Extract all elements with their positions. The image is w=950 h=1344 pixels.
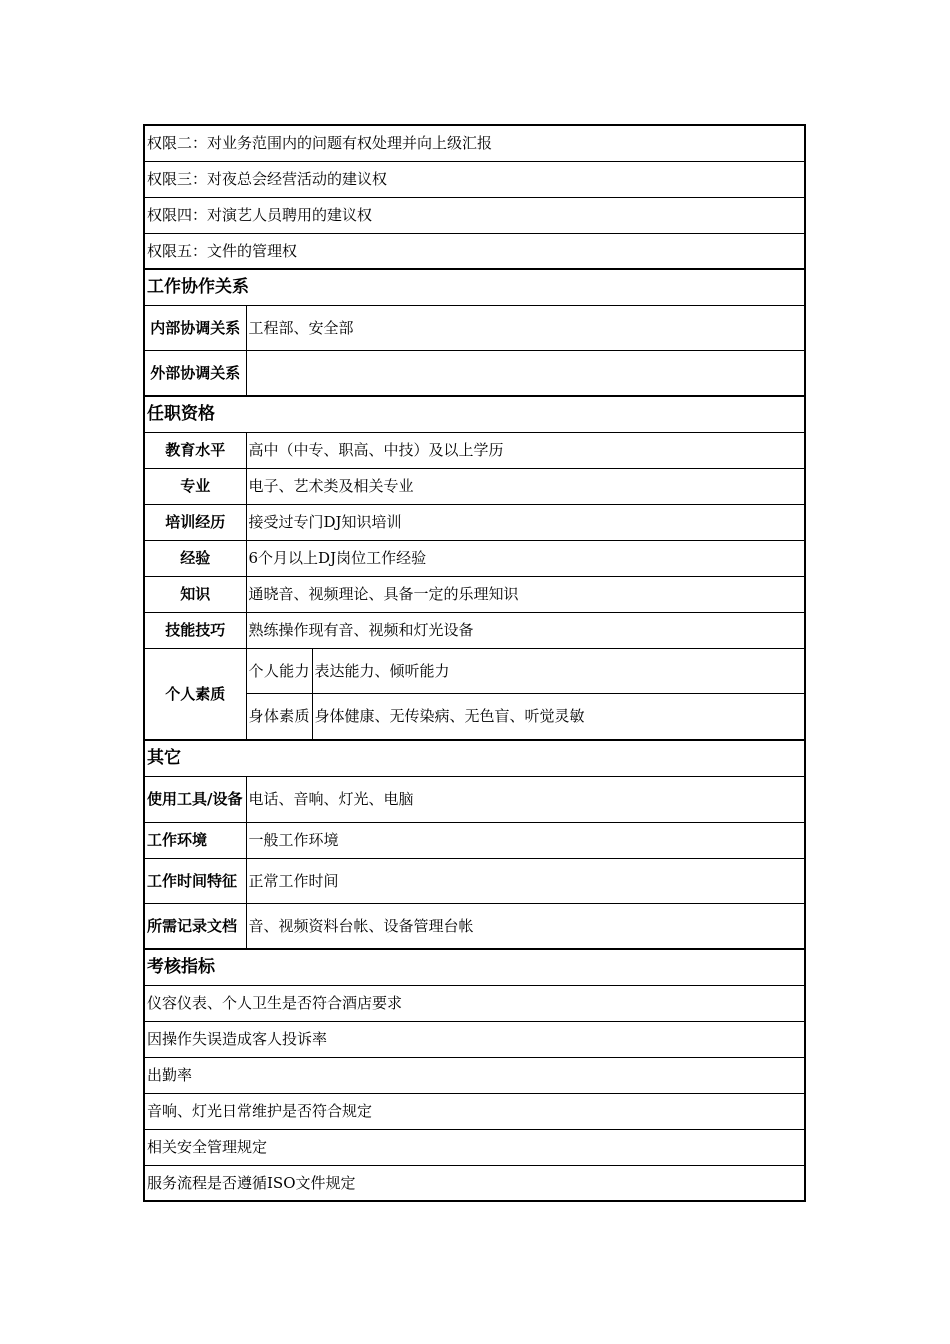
permission-row	[144, 233, 805, 269]
other-label: 工作时间特征	[144, 858, 246, 903]
qual-label: 经验	[144, 540, 246, 576]
other-label: 使用工具/设备	[144, 776, 246, 822]
qual-label: 专业	[144, 468, 246, 504]
coop-internal-row	[144, 305, 805, 350]
qual-value: 接受过专门DJ知识培训	[246, 504, 805, 540]
personal-sub-label: 身体素质	[246, 693, 312, 740]
qual-row	[144, 540, 805, 576]
permission-5: 权限五：文件的管理权	[144, 233, 805, 269]
permission-row	[144, 161, 805, 197]
section-header-row	[144, 269, 805, 305]
qual-value: 通晓音、视频理论、具备一定的乐理知识	[246, 576, 805, 612]
other-value: 音、视频资料台帐、设备管理台帐	[246, 903, 805, 949]
kpi-row	[144, 1093, 805, 1129]
personal-quality-label: 个人素质	[144, 648, 246, 740]
section-header-row	[144, 949, 805, 985]
other-row	[144, 776, 805, 822]
qual-label: 教育水平	[144, 432, 246, 468]
permission-row	[144, 125, 805, 161]
permission-3: 权限三：对夜总会经营活动的建议权	[144, 161, 805, 197]
qual-value: 6个月以上DJ岗位工作经验	[246, 540, 805, 576]
qual-row	[144, 612, 805, 648]
external-coop-value	[246, 350, 805, 396]
kpi-item: 音响、灯光日常维护是否符合规定	[144, 1093, 805, 1129]
kpi-item: 因操作失误造成客人投诉率	[144, 1021, 805, 1057]
qual-label: 知识	[144, 576, 246, 612]
permission-2: 权限二：对业务范围内的问题有权处理并向上级汇报	[144, 125, 805, 161]
other-row	[144, 903, 805, 949]
other-label: 工作环境	[144, 822, 246, 858]
personal-sub-label: 个人能力	[246, 648, 312, 693]
kpi-item: 相关安全管理规定	[144, 1129, 805, 1165]
qual-value: 电子、艺术类及相关专业	[246, 468, 805, 504]
qual-heading: 任职资格	[144, 396, 805, 432]
coop-external-row	[144, 350, 805, 396]
job-description-document	[143, 124, 806, 1202]
kpi-item: 仪容仪表、个人卫生是否符合酒店要求	[144, 985, 805, 1021]
qual-value: 高中（中专、职高、中技）及以上学历	[246, 432, 805, 468]
kpi-row	[144, 985, 805, 1021]
other-value: 正常工作时间	[246, 858, 805, 903]
qual-row	[144, 432, 805, 468]
kpi-row	[144, 1057, 805, 1093]
qual-row	[144, 576, 805, 612]
job-description-table	[143, 124, 806, 1202]
kpi-item: 服务流程是否遵循ISO文件规定	[144, 1165, 805, 1201]
external-coop-label: 外部协调关系	[144, 350, 246, 396]
qual-label: 技能技巧	[144, 612, 246, 648]
personal-sub-value: 表达能力、倾听能力	[312, 648, 805, 693]
other-row	[144, 858, 805, 903]
other-label: 所需记录文档	[144, 903, 246, 949]
personal-quality-row	[144, 648, 805, 693]
permission-row	[144, 197, 805, 233]
kpi-item: 出勤率	[144, 1057, 805, 1093]
other-value: 电话、音响、灯光、电脑	[246, 776, 805, 822]
internal-coop-label: 内部协调关系	[144, 305, 246, 350]
qual-value: 熟练操作现有音、视频和灯光设备	[246, 612, 805, 648]
other-heading: 其它	[144, 740, 805, 776]
coop-heading: 工作协作关系	[144, 269, 805, 305]
kpi-row	[144, 1021, 805, 1057]
kpi-heading: 考核指标	[144, 949, 805, 985]
kpi-row	[144, 1165, 805, 1201]
section-header-row	[144, 740, 805, 776]
qual-row	[144, 504, 805, 540]
kpi-row	[144, 1129, 805, 1165]
section-header-row	[144, 396, 805, 432]
other-value: 一般工作环境	[246, 822, 805, 858]
internal-coop-value: 工程部、安全部	[246, 305, 805, 350]
permission-4: 权限四：对演艺人员聘用的建议权	[144, 197, 805, 233]
qual-row	[144, 468, 805, 504]
qual-label: 培训经历	[144, 504, 246, 540]
other-row	[144, 822, 805, 858]
personal-sub-value: 身体健康、无传染病、无色盲、听觉灵敏	[312, 693, 805, 740]
